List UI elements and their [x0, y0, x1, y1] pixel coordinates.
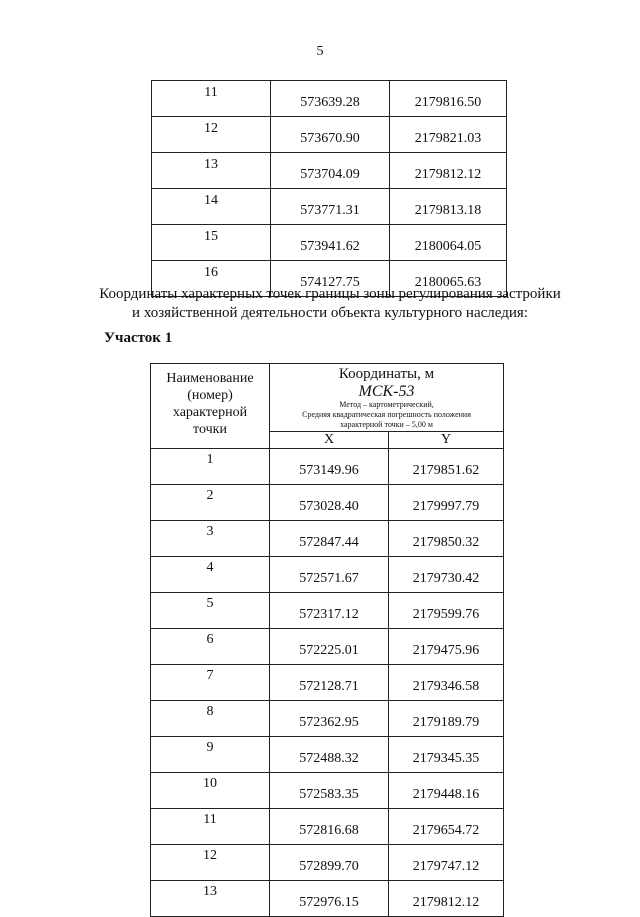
x-coordinate-cell: 572317.12: [270, 593, 389, 629]
y-coordinate-cell: 2179812.12: [389, 881, 504, 917]
column-y-header: Y: [389, 431, 504, 448]
table-row: [151, 881, 504, 917]
point-number-cell: 11: [151, 809, 270, 845]
point-number-cell: 6: [151, 629, 270, 665]
table-row: [151, 629, 504, 665]
point-number-cell: 12: [152, 117, 271, 153]
header-line: Наименование: [166, 371, 254, 386]
y-coordinate-cell: 2179346.58: [389, 665, 504, 701]
point-number-cell: 4: [151, 557, 270, 593]
x-coordinate-cell: 572362.95: [270, 701, 389, 737]
section-description: [60, 285, 600, 323]
y-coordinate-cell: 2179997.79: [389, 485, 504, 521]
point-number-cell: 13: [151, 881, 270, 917]
point-number-cell: 1: [151, 449, 270, 485]
x-coordinate-cell: 573028.40: [270, 485, 389, 521]
point-number-cell: 8: [151, 701, 270, 737]
y-coordinate-cell: 2179654.72: [389, 809, 504, 845]
table-row: [151, 845, 504, 881]
point-number-cell: 9: [151, 737, 270, 773]
table-row: [151, 557, 504, 593]
column-x-header: X: [270, 431, 389, 448]
y-coordinate-cell: 2179813.18: [390, 189, 507, 225]
point-number-cell: 2: [151, 485, 270, 521]
x-coordinate-cell: 573639.28: [271, 81, 390, 117]
table-row: [151, 449, 504, 485]
point-number-cell: 12: [151, 845, 270, 881]
table-row: [151, 593, 504, 629]
table-body: [151, 449, 504, 917]
header-line: точки: [193, 422, 227, 437]
x-coordinate-cell: 572583.35: [270, 773, 389, 809]
y-coordinate-cell: 2179345.35: [389, 737, 504, 773]
x-coordinate-cell: 572225.01: [270, 629, 389, 665]
point-number-cell: 15: [152, 225, 271, 261]
y-coordinate-cell: 2179189.79: [389, 701, 504, 737]
point-name-header: [151, 364, 270, 449]
y-coordinate-cell: 2179599.76: [389, 593, 504, 629]
section-title: Участок 1: [104, 330, 173, 346]
point-number-cell: 16: [152, 261, 271, 297]
x-coordinate-cell: 572847.44: [270, 521, 389, 557]
point-number-cell: 10: [151, 773, 270, 809]
table-row: [151, 665, 504, 701]
x-coordinate-cell: 574127.75: [271, 261, 390, 297]
table-row: [152, 189, 507, 225]
coordinates-table-continued: [151, 80, 507, 297]
x-coordinate-cell: 572976.15: [270, 881, 389, 917]
header-line: (номер): [187, 388, 233, 403]
y-coordinate-cell: 2179851.62: [389, 449, 504, 485]
table-body: [152, 81, 507, 297]
y-coordinate-cell: 2179821.03: [390, 117, 507, 153]
coordinates-table: [150, 363, 504, 917]
x-coordinate-cell: 572899.70: [270, 845, 389, 881]
y-coordinate-cell: 2179747.12: [389, 845, 504, 881]
table-row: [152, 153, 507, 189]
table-row: [151, 521, 504, 557]
method-note: Метод – картометрический,: [339, 400, 434, 409]
table-row: [152, 81, 507, 117]
accuracy-note: Средняя квадратическая погрешность положения: [302, 410, 471, 419]
x-coordinate-cell: 572128.71: [270, 665, 389, 701]
point-number-cell: 3: [151, 521, 270, 557]
point-number-cell: 5: [151, 593, 270, 629]
table-header: [151, 364, 504, 449]
y-coordinate-cell: 2179730.42: [389, 557, 504, 593]
table-row: [152, 225, 507, 261]
x-coordinate-cell: 572488.32: [270, 737, 389, 773]
point-number-cell: 11: [152, 81, 271, 117]
table-row: [151, 485, 504, 521]
y-coordinate-cell: 2180065.63: [390, 261, 507, 297]
x-coordinate-cell: 573704.09: [271, 153, 390, 189]
y-coordinate-cell: 2180064.05: [390, 225, 507, 261]
x-coordinate-cell: 573149.96: [270, 449, 389, 485]
x-coordinate-cell: 572571.67: [270, 557, 389, 593]
y-coordinate-cell: 2179448.16: [389, 773, 504, 809]
coordinates-header: [270, 364, 504, 432]
point-number-cell: 7: [151, 665, 270, 701]
coordinate-system: МСК-53: [358, 383, 415, 400]
table-row: [151, 737, 504, 773]
header-line: характерной: [172, 405, 248, 420]
table-row: [151, 701, 504, 737]
y-coordinate-cell: 2179816.50: [390, 81, 507, 117]
description-line: и хозяйственной деятельности объекта культурного наследия:: [132, 305, 528, 321]
description-line: Координаты характерных точек границы зоны регулирования застройки: [99, 286, 561, 302]
x-coordinate-cell: 573941.62: [271, 225, 390, 261]
y-coordinate-cell: 2179850.32: [389, 521, 504, 557]
y-coordinate-cell: 2179475.96: [389, 629, 504, 665]
accuracy-note: характерной точки – 5,00 м: [340, 420, 433, 429]
x-coordinate-cell: 572816.68: [270, 809, 389, 845]
point-number-cell: 13: [152, 153, 271, 189]
table-row: [151, 773, 504, 809]
table-row: [152, 117, 507, 153]
coordinates-title: Координаты, м: [338, 366, 435, 382]
y-coordinate-cell: 2179812.12: [390, 153, 507, 189]
page-number: 5: [316, 44, 324, 59]
x-coordinate-cell: 573670.90: [271, 117, 390, 153]
x-coordinate-cell: 573771.31: [271, 189, 390, 225]
point-number-cell: 14: [152, 189, 271, 225]
table-row: [151, 809, 504, 845]
